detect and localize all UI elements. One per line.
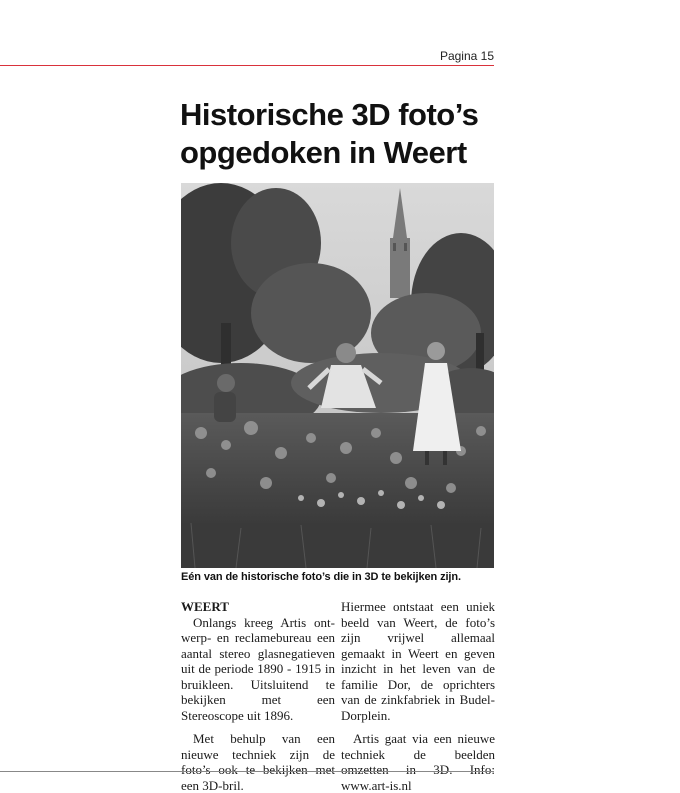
boy-figure — [214, 374, 236, 422]
dateline: WEERT — [181, 599, 229, 614]
column-2-paragraph-1: Hiermee ontstaat een uniek beeld van Weert, de foto’s zijn vrijwel allemaal gemaakt in Weert en geven inzicht in het leven van de familie Dor, de oprichters van de zinkfabriek in Budel-Dorplein. — [341, 599, 495, 723]
column-2-paragraph-2: Artis gaat via een nieuwe techniek de beelden omzetten in 3D. Info: www.art-is.nl — [341, 731, 495, 793]
footer-rule — [0, 771, 494, 772]
column-1-paragraph-1 — [181, 599, 335, 723]
photo-caption: Eén van de historische foto’s die in 3D te bekijken zijn. — [181, 571, 461, 583]
headline-line-2: opgedoken in Weert — [180, 135, 467, 170]
article-column-2 — [341, 599, 495, 793]
garden-photo-illustration — [181, 183, 494, 568]
historic-photo — [181, 183, 494, 568]
header-rule — [0, 65, 494, 66]
headline-line-1: Historische 3D foto’s — [180, 97, 479, 132]
headline — [180, 96, 500, 172]
column-1-paragraph-2: Met behulp van een nieuwe techniek zijn de foto’s ook te bekijken met een 3D-bril. — [181, 731, 335, 793]
article-column-1 — [181, 599, 335, 793]
page-number: Pagina 15 — [439, 49, 494, 63]
column-1-text-1: Onlangs kreeg Artis ontwerp- en reclamebureau een aantal stereo glasnegatieven uit de periode 1890 - 1915 in bruikleen. Uitsluitend te bekijken met een Stereoscope uit 1896. — [181, 614, 335, 723]
